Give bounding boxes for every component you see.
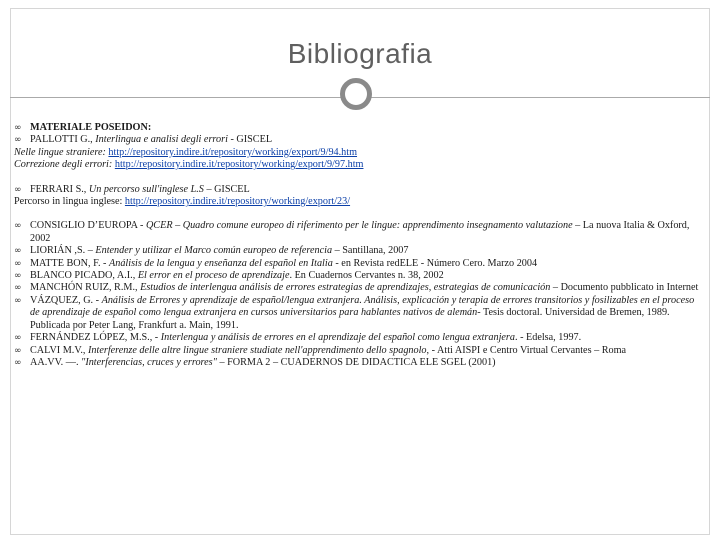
item-text: LIORIÁN ,S. – (30, 245, 96, 257)
item-text: MATTE BON, F. - (30, 257, 109, 269)
bibliography-item (14, 295, 700, 332)
bibliography-list (14, 122, 700, 369)
item-text: . En Cuadernos Cervantes n. 38, 2002 (289, 270, 444, 282)
item-title: Nelle lingue straniere: (14, 146, 109, 158)
item-title: Entender y utilizar el Marco común europeo de referencia (95, 245, 333, 257)
bibliography-subline (14, 196, 700, 208)
item-text: - Tesis doctoral. Universidad de Bremen, 1989. Publicada por Peter Lang, Frankfurt a. Main, 1991. (30, 307, 670, 331)
item-title: Análisis de la lengua y enseñanza del español en Italia (109, 257, 333, 269)
item-title: Interlengua y análisis de errores en el aprendizaje del español como lengua extranjera (160, 332, 515, 344)
item-text: FERNÁNDEZ LÓPEZ, M.S., - (30, 332, 161, 344)
link-bullet-icon: ∞ (14, 258, 22, 269)
item-text: VÁZQUEZ, G. - (30, 294, 102, 306)
bibliography-item (14, 184, 700, 196)
link-bullet-icon: ∞ (14, 221, 22, 232)
item-text: – La nuova Italia & Oxford, 2002 (30, 220, 690, 244)
item-text: – Santillana, 2007 (332, 245, 409, 257)
item-text: – Documento pubblicato in Internet (550, 282, 699, 294)
slide-title: Bibliografia (287, 38, 433, 69)
link-bullet-icon: ∞ (14, 333, 22, 344)
item-text: CONSIGLIO D’EUROPA - (30, 220, 146, 232)
bibliography-item (14, 270, 700, 282)
item-text: FERRARI S., (30, 183, 89, 195)
item-title: El error en el proceso de aprendizaje (137, 270, 290, 282)
link-bullet-icon: ∞ (14, 295, 22, 306)
item-text: – FORMA 2 – CUADERNOS DE DIDACTICA ELE SGEL (2001) (216, 356, 496, 368)
link-bullet-icon: ∞ (14, 123, 22, 133)
item-text: AA.VV. —. (30, 356, 82, 368)
bibliography-item (14, 134, 700, 146)
item-title: Correzione degli errori: (14, 159, 115, 171)
link-bullet-icon: ∞ (14, 135, 22, 146)
bibliography-item (14, 357, 700, 369)
bibliography-item (14, 332, 700, 344)
repository-link[interactable]: http://repository.indire.it/repository/working/export/9/97.htm (114, 159, 364, 171)
repository-link[interactable]: http://repository.indire.it/repository/working/export/9/94.htm (108, 146, 358, 158)
bibliography-item (14, 220, 700, 245)
item-text: - GISCEL (227, 134, 273, 146)
spacer (14, 172, 700, 184)
item-text: , - Atti AISPI e Centro Virtual Cervantes – Roma (426, 344, 627, 356)
bibliography-item (14, 122, 700, 134)
item-title: Interlingua e analisi degli errori (95, 134, 228, 146)
item-text: BLANCO PICADO, A.I., (30, 270, 138, 282)
bibliography-item (14, 245, 700, 257)
item-text: . - Edelsa, 1997. (514, 332, 582, 344)
link-bullet-icon: ∞ (14, 357, 22, 368)
item-text: PALLOTTI G., (30, 134, 96, 146)
item-text: Percorso in lingua inglese: (14, 196, 125, 208)
item-title: Interferenze delle altre lingue straniere studiate nell'apprendimento dello spagnolo (88, 344, 427, 356)
bibliography-item (14, 258, 700, 270)
link-bullet-icon: ∞ (14, 271, 22, 282)
item-title: "Interferencias, cruces y errores" (81, 356, 217, 368)
circle-ornament-icon (340, 78, 372, 110)
item-title: Un percorso sull'inglese L.S (88, 183, 204, 195)
link-bullet-icon: ∞ (14, 246, 22, 257)
link-bullet-icon: ∞ (14, 283, 22, 294)
item-text: – GISCEL (203, 183, 250, 195)
item-title: Estudios de interlengua análisis de errores estrategias de aprendizajes, estrategias de comunicación (140, 282, 551, 294)
bibliography-item (14, 345, 700, 357)
repository-link[interactable]: http://repository.indire.it/repository/working/export/23/ (124, 196, 351, 208)
item-title: QCER – Quadro comune europeo di riferimento per le lingue: apprendimento insegnamento valutazione (145, 220, 573, 232)
bibliography-item (14, 282, 700, 294)
bibliography-subline (14, 159, 700, 171)
item-text: - en Revista redELE - Número Cero. Marzo 2004 (332, 257, 538, 269)
link-bullet-icon: ∞ (14, 184, 22, 195)
link-bullet-icon: ∞ (14, 345, 22, 356)
item-heading: MATERIALE POSEIDON: (30, 122, 152, 133)
bibliography-subline (14, 147, 700, 159)
item-text: MANCHÓN RUIZ, R.M., (30, 282, 141, 294)
item-text: CALVI M.V., (30, 344, 89, 356)
spacer (14, 208, 700, 220)
item-title: Análisis de Errores y aprendizaje de español/lengua extranjera. Análisis, explicación y terapia de errores transitorios y fosilizables en el proceso de aprendizaje de español como lengua extranjera en cursos universitarios para hablantes nativos de alemán (30, 294, 695, 319)
